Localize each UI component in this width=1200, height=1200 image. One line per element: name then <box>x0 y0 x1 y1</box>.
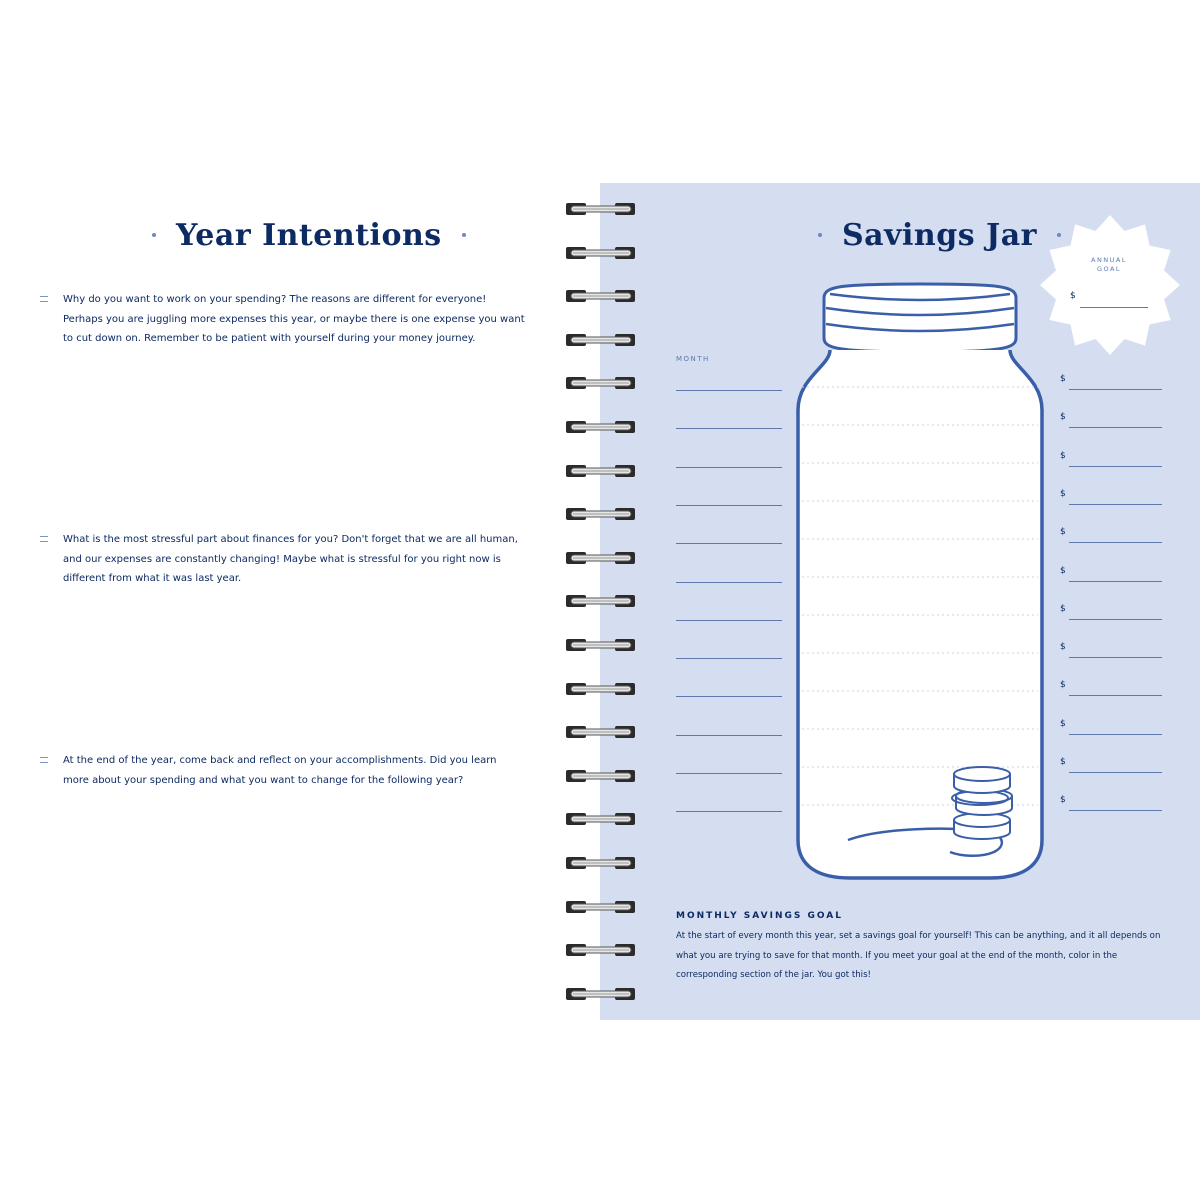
spiral-binding-icon <box>565 986 637 1002</box>
currency-symbol: $ <box>1060 642 1066 653</box>
title-dot-icon <box>462 233 466 237</box>
savings-amount-row[interactable] <box>1060 757 1162 773</box>
prompt-item <box>40 751 525 790</box>
month-entry-line[interactable] <box>676 543 782 544</box>
month-entry-line[interactable] <box>676 620 782 621</box>
bullet-icon <box>40 757 48 763</box>
savings-jar-title-text: Savings Jar <box>842 218 1037 253</box>
spiral-binding-icon <box>565 811 637 827</box>
spiral-binding-icon <box>565 593 637 609</box>
month-entry-line[interactable] <box>676 582 782 583</box>
bullet-icon <box>40 536 48 542</box>
title-dot-icon <box>152 233 156 237</box>
currency-symbol: $ <box>1060 374 1066 384</box>
savings-amount-row[interactable] <box>1060 604 1162 620</box>
spiral-binding-icon <box>565 463 637 479</box>
spiral-binding-icon <box>565 419 637 435</box>
savings-amount-row[interactable] <box>1060 680 1162 696</box>
savings-amount-row[interactable] <box>1060 412 1162 428</box>
month-entry-line[interactable] <box>676 467 782 468</box>
month-entry-line[interactable] <box>676 811 782 812</box>
savings-amount-row[interactable] <box>1060 527 1162 543</box>
spiral-binding-icon <box>565 768 637 784</box>
spiral-binding-icon <box>565 899 637 915</box>
amount-entry-line[interactable] <box>1069 504 1162 505</box>
spiral-binding-icon <box>565 201 637 217</box>
currency-symbol: $ <box>1060 757 1066 767</box>
currency-symbol: $ <box>1060 565 1066 576</box>
amount-entry-line[interactable] <box>1069 810 1162 811</box>
currency-symbol: $ <box>1060 527 1066 538</box>
currency-symbol: $ <box>1060 718 1066 729</box>
month-entry-line[interactable] <box>676 390 782 391</box>
currency-symbol: $ <box>1060 488 1066 499</box>
savings-amount-row[interactable] <box>1060 489 1162 505</box>
spiral-binding-icon <box>565 724 637 740</box>
currency-symbol: $ <box>1060 680 1066 691</box>
amount-entry-line[interactable] <box>1069 657 1162 658</box>
prompt-item <box>40 530 525 589</box>
month-label: MONTH <box>676 355 710 363</box>
spiral-binding-icon <box>565 855 637 871</box>
currency-symbol: $ <box>1060 412 1066 423</box>
title-dot-icon <box>818 233 822 237</box>
month-entry-line[interactable] <box>676 658 782 659</box>
amount-entry-line[interactable] <box>1069 542 1162 543</box>
monthly-savings-goal-text: At the start of every month this year, set a savings goal for yourself! This can be anything, and it all depends on what you are trying to save for that month. If you meet your goal at the end of the month, color in the corresponding section of the jar. You got this! <box>676 931 1161 980</box>
monthly-savings-goal-heading: MONTHLY SAVINGS GOAL <box>676 911 843 921</box>
amount-entry-line[interactable] <box>1069 581 1162 582</box>
currency-symbol: $ <box>1060 603 1066 614</box>
month-entry-line[interactable] <box>676 505 782 506</box>
savings-amount-row[interactable] <box>1060 642 1162 658</box>
year-intentions-title <box>132 218 486 253</box>
savings-amount-row[interactable] <box>1060 719 1162 735</box>
savings-amount-row[interactable] <box>1060 451 1162 467</box>
annual-goal-line[interactable] <box>1080 307 1148 308</box>
spiral-binding-icon <box>565 637 637 653</box>
month-entry-line[interactable] <box>676 428 782 429</box>
prompt-text: What is the most stressful part about finances for you? Don't forget that we are all human, and our expenses are constantly changing! Maybe what is stressful for you right now is different from what it was last year. <box>63 534 518 584</box>
spiral-binding-icon <box>565 506 637 522</box>
spiral-binding-icon <box>565 550 637 566</box>
amount-entry-line[interactable] <box>1069 695 1162 696</box>
spiral-binding-icon <box>565 332 637 348</box>
amount-entry-line[interactable] <box>1069 619 1162 620</box>
savings-amount-row[interactable] <box>1060 795 1162 811</box>
savings-jar-title <box>798 218 1081 253</box>
prompt-item <box>40 290 525 349</box>
spiral-binding-icon <box>565 245 637 261</box>
amount-entry-line[interactable] <box>1069 734 1162 735</box>
mason-jar-icon <box>790 280 1050 885</box>
month-entry-line[interactable] <box>676 773 782 774</box>
spiral-binding-icon <box>565 681 637 697</box>
spiral-binding-icon <box>565 942 637 958</box>
month-entry-line[interactable] <box>676 696 782 697</box>
starburst-badge-icon <box>1040 215 1180 355</box>
amount-entry-line[interactable] <box>1069 466 1162 467</box>
year-intentions-title-text: Year Intentions <box>176 218 442 253</box>
bullet-icon <box>40 296 48 302</box>
coin-stack-icon <box>952 767 1012 839</box>
annual-goal-label: ANNUAL GOAL <box>1091 256 1127 273</box>
amount-entry-line[interactable] <box>1069 427 1162 428</box>
currency-symbol: $ <box>1060 450 1066 461</box>
month-entry-line[interactable] <box>676 735 782 736</box>
annual-goal-currency: $ <box>1070 291 1076 301</box>
savings-amount-row[interactable] <box>1060 566 1162 582</box>
amount-entry-line[interactable] <box>1069 772 1162 773</box>
currency-symbol: $ <box>1060 795 1066 806</box>
prompt-text: At the end of the year, come back and reflect on your accomplishments. Did you learn more about your spending and what you want to change for the following year? <box>63 755 497 786</box>
spiral-binding-icon <box>565 288 637 304</box>
spiral-binding-icon <box>565 375 637 391</box>
savings-amount-row[interactable] <box>1060 374 1162 390</box>
amount-entry-line[interactable] <box>1069 389 1162 390</box>
prompt-text: Why do you want to work on your spending? The reasons are different for everyone! Perhaps you are juggling more expenses this year, or maybe there is one expense you want to cut down on. Remember to be patient with yourself during your money journey. <box>63 294 525 344</box>
